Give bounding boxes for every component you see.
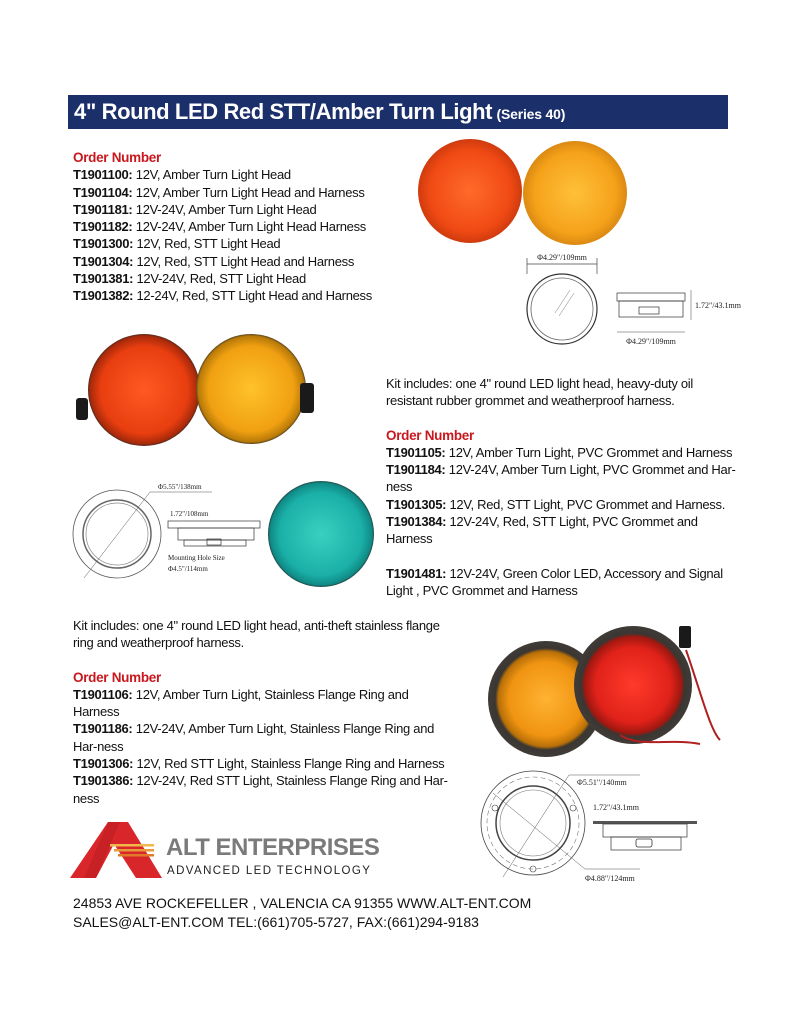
order-description: 12V, Red, STT Light, PVC Grommet and Harness. (446, 496, 726, 512)
order-code: T1901181: (73, 201, 133, 217)
footer-contact (73, 894, 531, 932)
footer-address: 24853 AVE ROCKEFELLER , VALENCIA CA 91355 WWW.ALT-ENT.COM (73, 895, 532, 911)
order-number-heading: Order Number (73, 669, 161, 685)
order-item (386, 565, 738, 600)
order-description: 12V-24V, Red, STT Light Head (133, 271, 306, 287)
order-item (386, 444, 738, 461)
page-title: 4" Round LED Red STT/Amber Turn Light (74, 99, 493, 124)
order-code: T1901306: (73, 756, 134, 772)
order-code: T1901384: (386, 514, 447, 530)
order-item (73, 184, 393, 201)
order-code: T1901481: (386, 565, 447, 581)
dimension-diagram-2 (62, 480, 268, 590)
order-item (73, 287, 393, 304)
order-description: 12V, Amber Turn Light Head (132, 167, 291, 183)
order-code: T1901100: (73, 167, 133, 183)
d1-height-label: 1.72"/43.1mm (695, 301, 741, 310)
amber-grommet-lamp-image (196, 334, 306, 444)
order-item (73, 235, 393, 252)
order-description: 12V-24V, Green Color LED, Accessory and Signal Light , PVC Grommet and Harness (386, 565, 723, 598)
logo-a-icon (66, 820, 166, 882)
order-item (73, 166, 393, 183)
order-item (73, 201, 393, 218)
page-subtitle: (Series 40) (496, 106, 566, 122)
order-item (73, 772, 453, 807)
logo-tagline: ADVANCED LED TECHNOLOGY (167, 865, 372, 877)
kit-description: Kit includes: one 4" round LED light head, heavy-duty oil resistant rubber grommet and weatherproof harness. (386, 376, 693, 409)
order-item (73, 270, 393, 287)
order-description: 12V, Red, STT Light Head (133, 236, 281, 252)
order-code: T1901305: (386, 496, 447, 512)
section-3-order-list (73, 617, 453, 807)
order-item (73, 720, 453, 755)
order-item (386, 461, 738, 496)
order-description: 12V, Red, STT Light Head and Harness (133, 253, 355, 269)
order-description: 12V-24V, Amber Turn Light Head (132, 201, 317, 217)
order-code: T1901386: (73, 773, 134, 789)
d3-outer-label: Φ5.51"/140mm (577, 778, 627, 787)
order-item (73, 755, 453, 772)
company-logo (66, 820, 380, 882)
order-code: T1901186: (73, 721, 133, 737)
red-lamp-image (418, 139, 522, 243)
kit-description: Kit includes: one 4" round LED light head, anti-theft stainless flange ring and weatherproof harness. (73, 618, 440, 651)
section-2-order-list (386, 375, 738, 599)
logo-name: ALT ENTERPRISES (166, 834, 380, 861)
d1-width-label: Φ4.29"/109mm (537, 253, 587, 262)
order-description: 12V-24V, Amber Turn Light, PVC Grommet and Har-ness (386, 462, 736, 495)
order-description: 12-24V, Red, STT Light Head and Harness (133, 288, 372, 304)
d2-height-label: 1.72"/108mm (170, 510, 209, 518)
order-code: T1901106: (73, 686, 133, 702)
green-grommet-lamp-image (268, 481, 374, 587)
order-number-heading: Order Number (386, 427, 474, 443)
order-item (73, 218, 393, 235)
harness-connector-image (76, 398, 88, 420)
order-description: 12V-24V, Red STT Light, Stainless Flange Ring and Har-ness (73, 773, 448, 806)
order-code: T1901381: (73, 271, 134, 287)
order-code: T1901182: (73, 219, 133, 235)
dimension-diagram-1 (515, 248, 795, 352)
order-item (73, 686, 453, 721)
order-item (73, 253, 393, 270)
section-1-order-list (73, 149, 393, 305)
d3-height-label: 1.72"/43.1mm (593, 803, 639, 812)
order-code: T1901304: (73, 253, 134, 269)
order-description: 12V-24V, Amber Turn Light, Stainless Flange Ring and Har-ness (73, 721, 435, 754)
order-description: 12V, Red STT Light, Stainless Flange Ring and Harness (133, 756, 445, 772)
order-code: T1901300: (73, 236, 134, 252)
order-description: 12V, Amber Turn Light Head and Harness (132, 184, 365, 200)
d3-inner-label: Φ4.88"/124mm (585, 874, 635, 883)
dimension-diagram-3 (475, 765, 725, 885)
d2-hole-size: Φ4.5"/114mm (168, 565, 208, 573)
d2-hole-label: Mounting Hole Size (168, 554, 225, 562)
order-description: 12V, Amber Turn Light, Stainless Flange Ring and Harness (73, 686, 409, 720)
order-description: 12V, Amber Turn Light, PVC Grommet and Harness (445, 444, 733, 460)
d1-bottom-label: Φ4.29"/109mm (626, 337, 676, 346)
footer-phone: SALES@ALT-ENT.COM TEL:(661)705-5727, FAX:(661)294-9183 (73, 914, 479, 930)
order-code: T1901184: (386, 462, 446, 478)
order-description: 12V-24V, Red, STT Light, PVC Grommet and Harness (386, 514, 698, 547)
amber-lamp-image (523, 141, 627, 245)
order-code: T1901382: (73, 288, 134, 304)
order-description: 12V-24V, Amber Turn Light Head Harness (132, 219, 366, 235)
harness-wires-image (560, 640, 730, 750)
order-code: T1901105: (386, 444, 446, 460)
d2-outer-label: Φ5.55"/138mm (158, 483, 202, 491)
red-grommet-lamp-image (88, 334, 200, 446)
order-code: T1901104: (73, 184, 133, 200)
title-bar (68, 95, 728, 129)
order-item (386, 513, 738, 548)
harness-connector-image (300, 383, 314, 413)
order-number-heading: Order Number (73, 150, 161, 165)
order-item (386, 496, 738, 513)
